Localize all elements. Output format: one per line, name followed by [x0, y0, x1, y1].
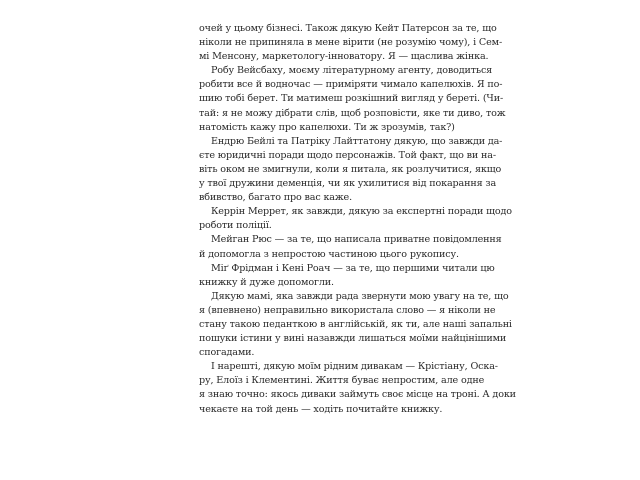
text-line: у твої дружини деменція, чи як ухилитися від покарання за [199, 178, 497, 190]
text-line: ніколи не припиняла в мене вірити (не розумію чому), і Сем- [199, 37, 503, 49]
text-line: й допомогла з непростою частиною цього рукопису. [199, 248, 459, 260]
text-line: стану такою педанткою в англійській, як ти, але наші запальні [199, 318, 512, 330]
paragraph [199, 360, 516, 416]
text-line: мі Менсону, маркетологу-інноватору. Я — щаслива жінка. [199, 51, 489, 63]
paragraph [199, 205, 512, 233]
text-line: Ендрю Бейлі та Патріку Лайттатону дякую, що завжди да- [211, 135, 503, 147]
text-line: очей у цьому бізнесі. Також дякую Кейт Патерсон за те, що [199, 23, 497, 34]
paragraph [199, 233, 502, 261]
text-line: натомість кажу про капелюхи. Ти ж зрозумів, так?) [199, 121, 455, 133]
text-line: віть оком не змигнули, коли я питала, як розлучитися, якщо [199, 163, 502, 175]
paragraph [199, 290, 512, 360]
text-line: спогадами. [199, 347, 255, 359]
paragraph [199, 64, 506, 134]
text-line: пошуки істини у вині назавжди лишаться моїми найцінішими [199, 333, 507, 345]
paragraph [199, 22, 503, 64]
text-line: шию тобі берет. Ти матимеш розкішний вигляд у береті. (Чи- [199, 93, 504, 105]
text-line: вбивство, багато про вас каже. [199, 192, 352, 204]
text-line: я (впевнено) неправильно використала слово — я ніколи не [199, 304, 496, 316]
text-line: книжку й дуже допомогли. [199, 276, 334, 288]
text-line: ру, Елоїз і Клементині. Життя буває непростим, але одне [199, 375, 485, 387]
paragraph [199, 262, 495, 290]
text-line: робити все й водночас — приміряти чимало капелюхів. Я по- [199, 79, 503, 91]
text-line: Міґ Фрідман і Кені Роач — за те, що першими читали цю [211, 262, 495, 274]
paragraph [199, 135, 503, 205]
acknowledgements-text [199, 22, 516, 417]
text-line: роботи поліції. [199, 220, 272, 232]
text-line: Мейган Рюс — за те, що написала приватне повідомлення [211, 234, 502, 246]
text-line: Дякую мамі, яка завжди рада звернути мою увагу на те, що [211, 290, 509, 302]
text-line: чекаєте на той день — ходіть почитайте книжку. [199, 403, 443, 415]
text-line: І нарешті, дякую моїм рідним дивакам — Крістіану, Оска- [211, 361, 498, 373]
text-line: Робу Вейсбаху, моєму літературному агенту, доводиться [211, 65, 493, 77]
text-line: єте юридичні поради щодо персонажів. Той факт, що ви на- [199, 149, 496, 161]
text-line: Керрін Меррет, як завжди, дякую за експертні поради щодо [211, 206, 512, 218]
text-line: тай: я не можу дібрати слів, щоб розповісти, яке ти диво, тож [199, 107, 506, 119]
text-line: я знаю точно: якось диваки займуть своє місце на троні. А доки [199, 389, 516, 401]
